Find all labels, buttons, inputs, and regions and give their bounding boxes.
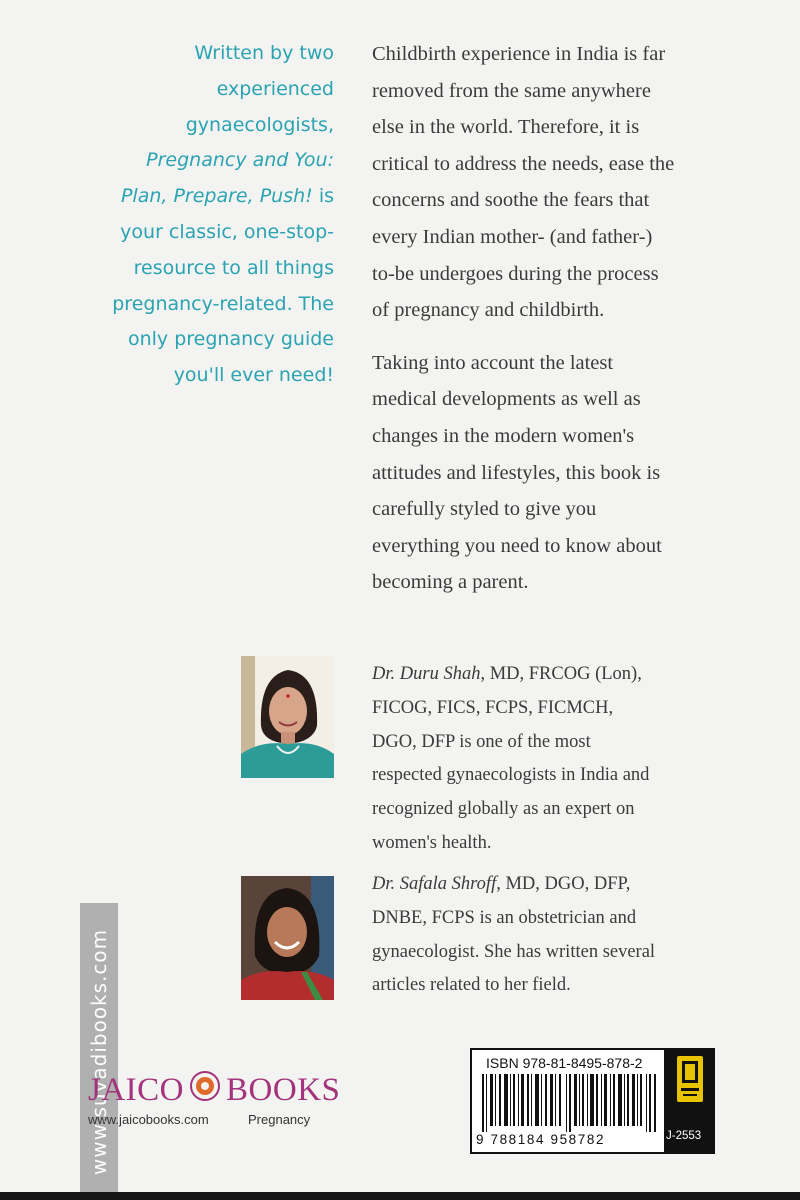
blurb-line: Written by two [194,42,334,64]
author-name: Dr. Duru Shah [372,664,481,684]
isbn-barcode-block [470,1048,715,1154]
barcode-bars-icon [482,1074,658,1132]
description-paragraph-1 [372,36,792,329]
description-line: to-be undergoes during the process [372,262,659,285]
barcode-panel [472,1050,664,1152]
author-photo-duru-shah [241,656,334,778]
blurb-line: gynaecologists, [185,113,334,136]
blurb-book-title: Pregnancy and You: [146,149,334,172]
description-line: becoming a parent. [372,571,529,594]
author-name: Dr. Safala Shroff [372,874,497,894]
description-line: of pregnancy and childbirth. [372,299,605,322]
watermark-strip [80,903,118,1200]
description-line: attitudes and lifestyles, this book is [372,461,661,484]
isbn-text: ISBN 978-81-8495-878-2 [486,1055,643,1071]
blurb-line: only pregnancy guide [127,328,334,351]
bio-line: gynaecologist. She has written several [372,941,656,962]
description-line: concerns and soothe the fears that [372,189,650,212]
description-line: removed from the same anywhere [372,79,651,102]
blurb-line: your classic, one-stop- [120,220,334,243]
ebook-available-icon [677,1056,703,1102]
barcode-digits: 9 788184 958782 [476,1132,606,1147]
blurb-book-subtitle: Plan, Prepare, Push! is [120,185,334,208]
bio-line: respected gynaecologists in India and [372,765,650,786]
author-photo-safala-shroff [241,876,334,1000]
bio-line: recognized globally as an expert on [372,799,635,820]
publisher-logo [88,1070,340,1110]
book-category: Pregnancy [248,1112,311,1127]
bio-line: FICOG, FICS, FCPS, FICMCH, [372,697,614,718]
publisher-name-left: JAICO [88,1071,185,1108]
author-bio-duru-shah [372,658,792,861]
blurb-line: experienced [216,77,334,100]
description-line: Childbirth experience in India is far [372,43,666,65]
blurb-line: pregnancy-related. The [112,292,334,315]
bottom-edge-bar [0,1192,800,1200]
product-code: J-2553 [666,1130,702,1142]
description-line: else in the world. Therefore, it is [372,116,640,139]
cover-blurb [80,36,334,394]
bio-line: women's health. [372,832,492,853]
publisher-name-right: BOOKS [226,1071,341,1108]
jaico-seal-icon [190,1071,220,1110]
description-line: everything you need to know about [372,534,662,557]
blurb-line: you'll ever need! [173,364,334,387]
blurb-line: resource to all things [133,256,334,279]
author-bio-safala-shroff [372,868,792,1003]
description-line: Taking into account the latest [372,351,614,374]
author-credentials: , MD, FRCOG (Lon), [480,664,642,684]
publisher-url[interactable]: www.jaicobooks.com [88,1112,209,1127]
author-credentials: , MD, DGO, DFP, [496,874,631,894]
description-line: medical developments as well as [372,388,641,411]
watermark-text: www.suvadibooks.com [87,928,111,1175]
bio-line: DGO, DFP is one of the most [372,731,591,752]
bio-line: articles related to her field. [372,975,571,996]
description-line: changes in the modern women's [372,424,635,447]
description-line: carefully styled to give you [372,498,597,521]
description-line: every Indian mother- (and father-) [372,225,653,248]
book-description [372,36,792,601]
bio-line: DNBE, FCPS is an obstetrician and [372,907,637,928]
description-line: critical to address the needs, ease the [372,152,675,175]
description-paragraph-2 [372,345,792,601]
